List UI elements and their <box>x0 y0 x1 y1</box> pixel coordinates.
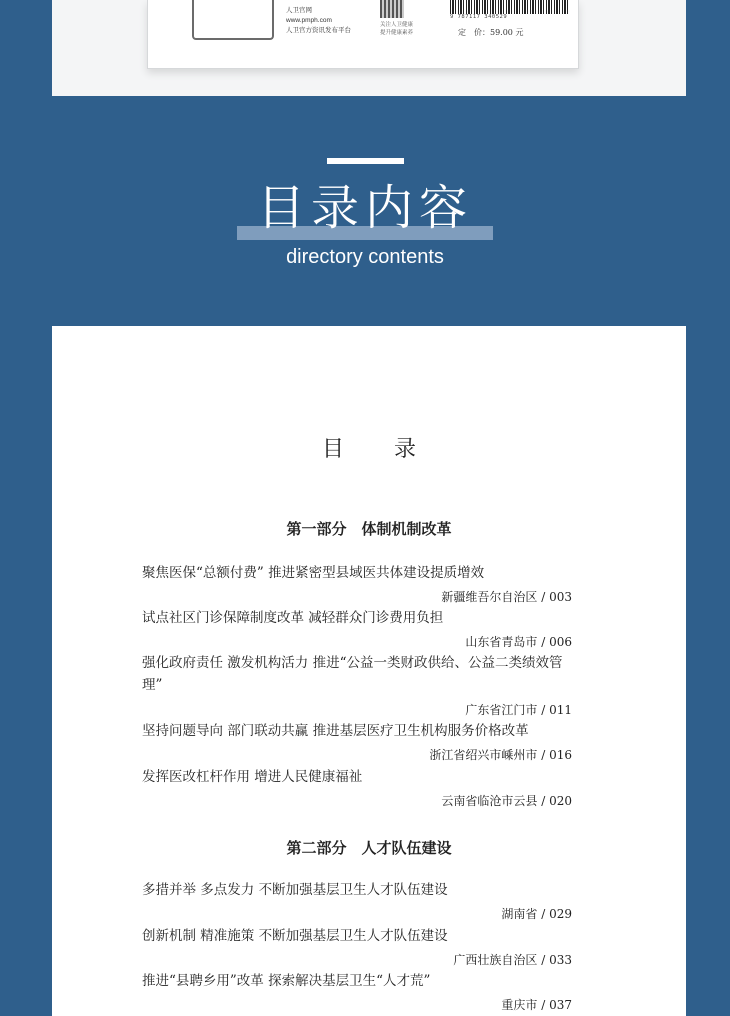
toc-entry-title: 发挥医改杠杆作用 增进人民健康福祉 <box>142 769 363 785</box>
toc-entry-title: 创新机制 精准施策 不断加强基层卫生人才队伍建设 <box>142 928 448 944</box>
toc-entry-location: 云南省临沧市云县 / 020 <box>441 794 572 808</box>
toc-entry-location: 浙江省绍兴市嵊州市 / 016 <box>429 748 572 762</box>
toc-entry-title: 推进“县聘乡用”改革 探索解决基层卫生“人才荒” <box>142 973 431 989</box>
toc-entry-title: 聚焦医保“总额付费” 推进紧密型县域医共体建设提质增效 <box>142 565 485 581</box>
book-back-cover <box>147 0 579 69</box>
toc-entry-location: 新疆维吾尔自治区 / 003 <box>441 590 572 604</box>
section-heading-english: directory contents <box>286 246 444 268</box>
toc-entry-location: 山东省青岛市 / 006 <box>465 635 572 649</box>
publisher-line: 人卫官方资讯发布平台 <box>286 27 351 34</box>
qr-caption-line: 关注人卫健康 <box>380 22 414 28</box>
toc-entry-location: 湖南省 / 029 <box>501 907 572 921</box>
toc-entry-title: 强化政府责任 激发机构活力 推进“公益一类财政供给、公益二类绩效管理” <box>142 655 563 693</box>
label-box <box>192 0 274 40</box>
toc-entry-location: 广西壮族自治区 / 033 <box>453 953 572 967</box>
toc-title: 目录 <box>321 437 466 462</box>
part-title: 第一部分 体制机制改革 <box>286 520 452 538</box>
book-back-photo-card <box>52 0 686 96</box>
publisher-line: www.pmph.com <box>286 17 332 24</box>
heading-decor-bar <box>327 158 404 164</box>
part-title: 第二部分 人才队伍建设 <box>286 839 452 857</box>
toc-entry-location: 广东省江门市 / 011 <box>465 703 572 717</box>
qr-caption-line: 提升健康素养 <box>380 30 414 36</box>
toc-page <box>52 326 686 1016</box>
qr-code-icon <box>380 0 404 18</box>
publisher-info <box>286 6 351 36</box>
publisher-line: 人卫官网 <box>286 7 312 14</box>
toc-entry-title: 试点社区门诊保障制度改革 减轻群众门诊费用负担 <box>142 610 444 626</box>
barcode-icon <box>450 0 568 14</box>
price-label: 定 价：59.00 元 <box>458 28 524 37</box>
section-heading-chinese: 目录内容 <box>256 180 473 236</box>
toc-entry-title: 多措并举 多点发力 不断加强基层卫生人才队伍建设 <box>142 882 448 898</box>
isbn-digits: 9 787117 340529 <box>450 14 508 20</box>
toc-entry-title: 坚持问题导向 部门联动共赢 推进基层医疗卫生机构服务价格改革 <box>142 723 529 739</box>
toc-entry-location: 重庆市 / 037 <box>501 998 572 1012</box>
qr-caption <box>380 21 413 37</box>
